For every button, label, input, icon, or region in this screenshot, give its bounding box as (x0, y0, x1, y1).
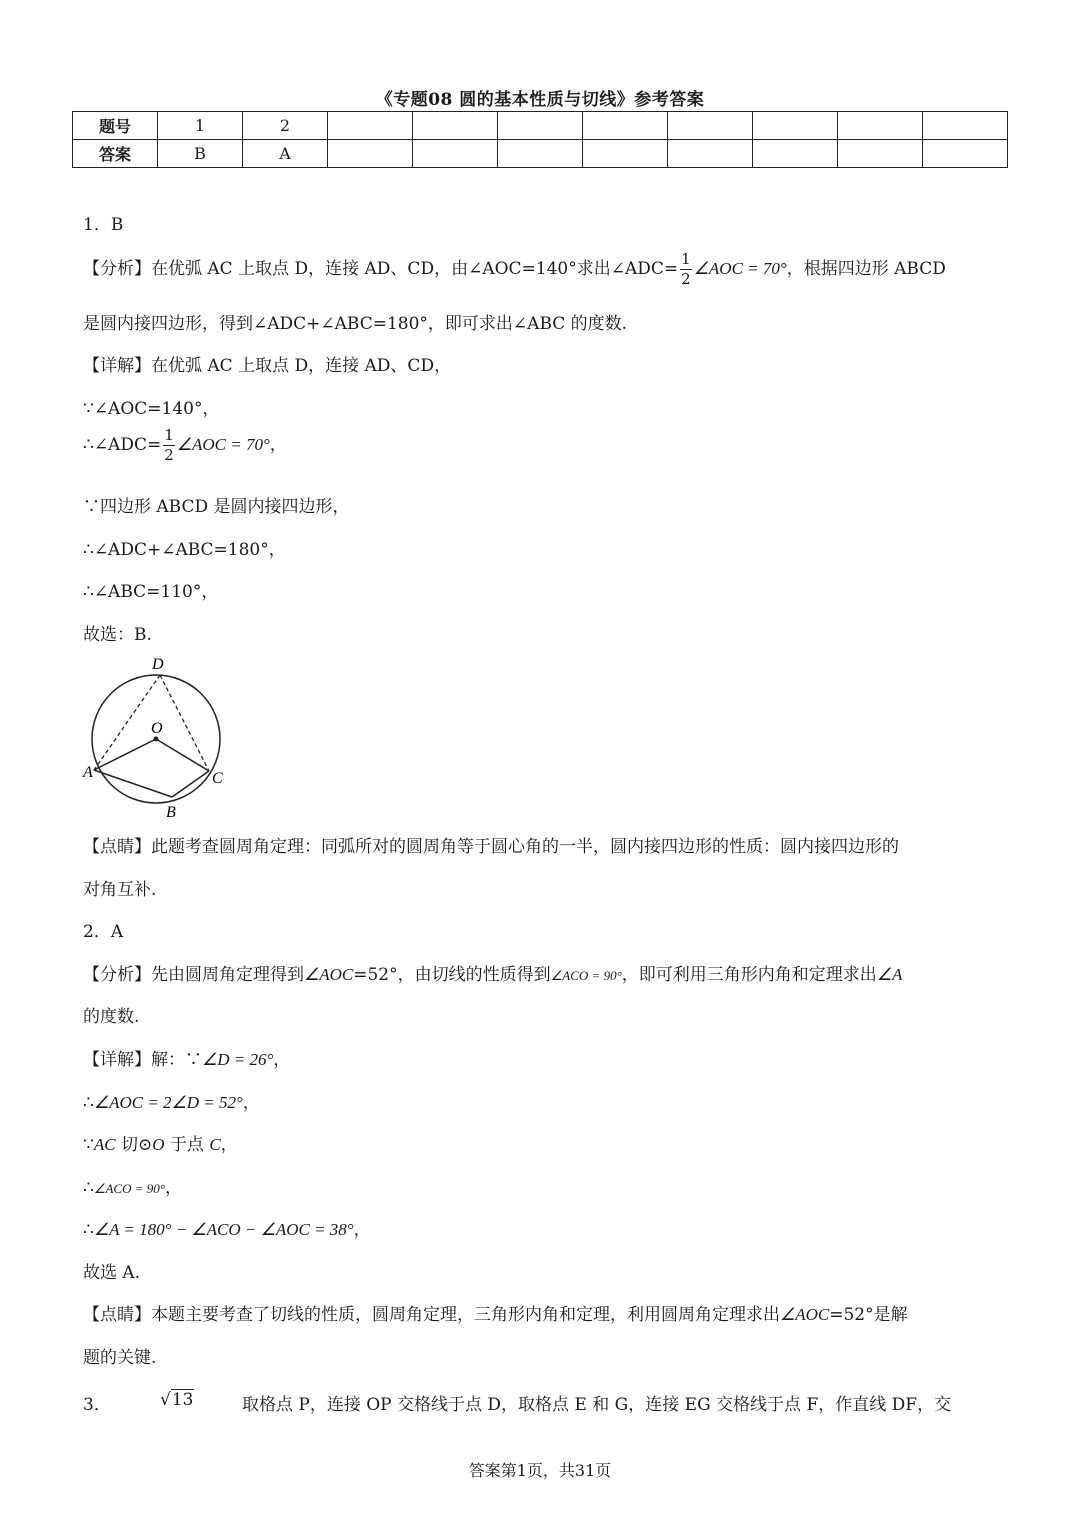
page-title: 《专题08 圆的基本性质与切线》参考答案 (375, 90, 705, 110)
q2-detail-text: ， (242, 1093, 260, 1113)
label-c: C (212, 770, 223, 787)
q2-detail-math: ∠D = 26° (202, 1050, 274, 1069)
q2-detail-4 (83, 1173, 182, 1198)
fraction-denominator: 2 (164, 446, 174, 464)
page-footer: 答案第1页，共31页 (468, 1461, 612, 1480)
q2-detail-math: ∠AOC = 2∠D = 52° (93, 1093, 243, 1112)
table-cell (923, 112, 1008, 140)
q2-detail-text: 切⊙ (115, 1135, 153, 1155)
q2-analysis-line2: 的度数. (83, 1007, 140, 1027)
table-header-cell: 题号 (73, 112, 158, 140)
q1-comment-line2: 对角互补. (83, 880, 157, 900)
table-cell (583, 140, 668, 168)
fraction (163, 428, 175, 463)
q1-detail-text: ∴∠ADC= (83, 435, 162, 455)
label-b: B (166, 804, 176, 821)
q2-comment-line2: 题的关键. (83, 1348, 157, 1368)
q3-answer (160, 1390, 194, 1410)
q3-text: 取格点 P，连接 OP 交格线于点 D，取格点 E 和 G，连接 EG 交格线于点 F，作直线 DF，交 (242, 1395, 952, 1415)
q1-comment: 【点睛】此题考查圆周角定理：同弧所对的圆周角等于圆心角的一半，圆内接四边形的性质：圆内接四边形的 (83, 837, 899, 857)
q2-detail-text: ∴ (83, 1220, 94, 1240)
q3-heading: 3． (83, 1395, 111, 1415)
table-cell: 2 (243, 112, 328, 140)
q2-analysis (83, 960, 902, 985)
sqrt-radicand: 13 (171, 1390, 194, 1410)
answer-table (72, 111, 1008, 168)
table-cell (583, 112, 668, 140)
q2-detail-text: ， (353, 1220, 371, 1240)
table-cell (413, 112, 498, 140)
q2-detail-3 (83, 1130, 238, 1155)
table-cell: B (158, 140, 243, 168)
q2-analysis-text: 【分析】先由圆周角定理得到 (83, 965, 304, 985)
table-cell (413, 140, 498, 168)
q2-comment-text: 【点睛】本题主要考查了切线的性质，圆周角定理，三角形内角和定理，利用圆周角定理求出 (83, 1305, 780, 1325)
q2-detail-math: AC (93, 1135, 116, 1154)
q1-analysis (83, 252, 946, 287)
q1-analysis-text: ，根据四边形 ABCD (786, 259, 946, 279)
q2-detail-math: C (209, 1135, 221, 1154)
q2-detail-text: ∴ (83, 1178, 94, 1198)
q2-detail-2 (83, 1088, 260, 1113)
q1-detail-math: ∠AOC = 70° (176, 435, 270, 454)
q2-detail-math: ∠ACO = 90° (93, 1181, 165, 1196)
table-cell (923, 140, 1008, 168)
segment-oc (156, 739, 209, 771)
table-row (73, 140, 1008, 168)
q2-detail-text: ， (220, 1135, 238, 1155)
table-header-cell: 答案 (73, 140, 158, 168)
fraction (680, 252, 692, 287)
q2-comment-text: =52°是解 (829, 1305, 908, 1325)
fraction-numerator: 1 (681, 250, 691, 268)
q2-analysis-text: ，即可利用三角形内角和定理求出 (621, 965, 877, 985)
table-cell (328, 112, 413, 140)
q2-detail-1 (83, 1045, 290, 1070)
label-d: D (152, 656, 164, 673)
q2-detail-text: 【详解】解：∵ (83, 1050, 202, 1070)
table-cell (838, 112, 923, 140)
q1-detail-3 (83, 428, 287, 463)
q2-detail-text: ∵ (83, 1135, 94, 1155)
q1-detail-5: ∴∠ADC+∠ABC=180°， (83, 540, 286, 560)
q2-analysis-math: ∠AOC (304, 965, 354, 984)
q2-detail-text: ， (273, 1050, 291, 1070)
table-cell: 1 (158, 112, 243, 140)
label-o: O (151, 720, 163, 737)
q1-heading: 1．B (83, 215, 124, 235)
q2-analysis-math: ∠ACO = 90° (550, 968, 622, 983)
table-row (73, 112, 1008, 140)
q1-detail-text: ， (269, 435, 287, 455)
table-cell (668, 112, 753, 140)
q2-detail-text: ∴ (83, 1093, 94, 1113)
q2-detail-math: O (152, 1135, 165, 1154)
q1-detail-6: ∴∠ABC=110°， (83, 582, 219, 602)
q1-analysis-line2: 是圆内接四边形，得到∠ADC+∠ABC=180°，即可求出∠ABC 的度数. (83, 314, 628, 334)
segment-oa (94, 739, 156, 770)
q2-detail-text: ， (164, 1178, 182, 1198)
q1-detail-4: ∵四边形 ABCD 是圆内接四边形， (83, 497, 350, 517)
q1-detail-2: ∵∠AOC=140°， (83, 399, 220, 419)
q2-detail-text: 于点 (164, 1135, 210, 1155)
q1-analysis-math: ∠AOC = 70° (693, 259, 787, 278)
table-cell (753, 112, 838, 140)
q1-detail-7: 故选：B. (83, 625, 152, 645)
circle-figure (80, 650, 250, 825)
q2-comment-math: ∠AOC (780, 1305, 830, 1324)
q2-detail-5 (83, 1215, 371, 1240)
table-cell (668, 140, 753, 168)
center-point (154, 737, 159, 742)
segment-ab (94, 770, 172, 797)
table-cell (838, 140, 923, 168)
fraction-denominator: 2 (681, 270, 691, 288)
q2-analysis-math: ∠A (876, 965, 903, 984)
label-a: A (83, 764, 93, 781)
table-cell (498, 140, 583, 168)
q2-heading: 2．A (83, 922, 124, 942)
q2-analysis-text: =52°，由切线的性质得到 (353, 965, 551, 985)
table-cell (753, 140, 838, 168)
q2-detail-6: 故选 A. (83, 1263, 141, 1283)
table-cell: A (243, 140, 328, 168)
q2-detail-math: ∠A = 180° − ∠ACO − ∠AOC = 38° (93, 1220, 354, 1239)
sqrt-expression: √13 (160, 1390, 194, 1410)
fraction-numerator: 1 (164, 426, 174, 444)
table-cell (498, 112, 583, 140)
table-cell (328, 140, 413, 168)
q1-detail-1: 【详解】在优弧 AC 上取点 D，连接 AD、CD， (83, 356, 452, 376)
q2-comment (83, 1300, 908, 1325)
q1-analysis-text: 【分析】在优弧 AC 上取点 D，连接 AD、CD，由∠AOC=140°求出∠ADC= (83, 259, 679, 279)
